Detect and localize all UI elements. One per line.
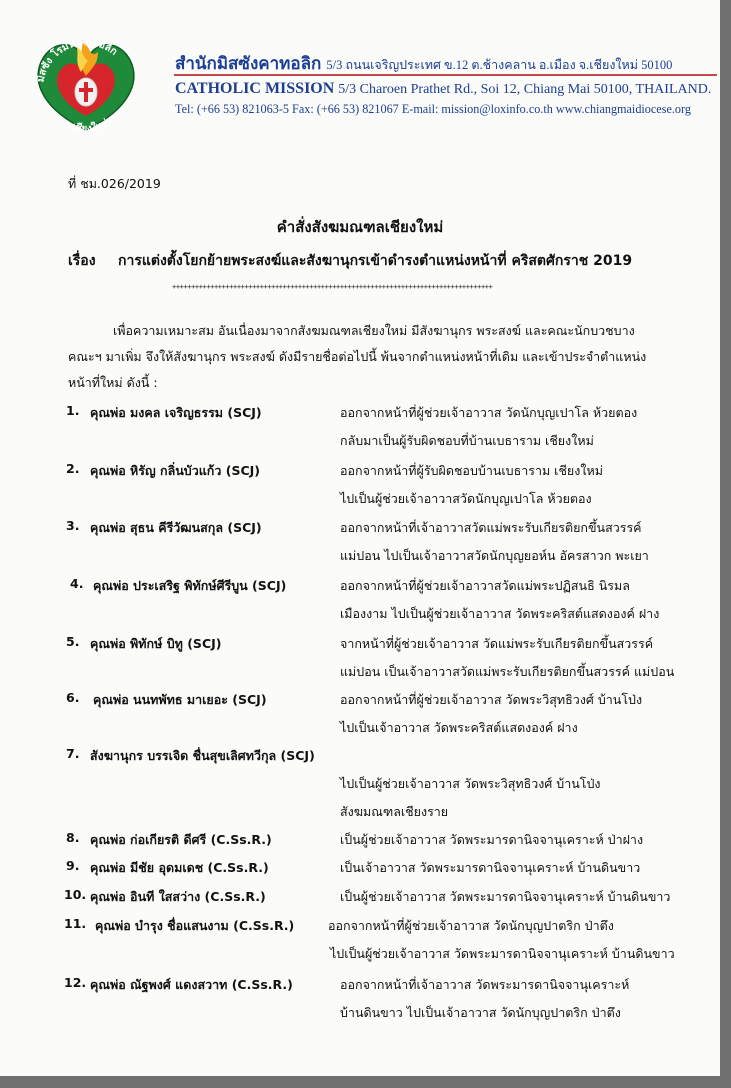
item-name: คุณพ่อ ประเสริฐ พิทักษ์ศีรีบูน (SCJ) <box>93 578 287 593</box>
letterhead-english-line <box>175 80 711 98</box>
intro-line: เพื่อความเหมาะสม อันเนื่องมาจากสังฆมณฑลเชียงใหม่ มีสังฆานุกร พระสงฆ์ และคณะนักบวชบาง <box>113 323 635 338</box>
letterhead-thai-address: 5/3 ถนนเจริญประเทศ ข.12 ต.ช้างคลาน อ.เมือง จ.เชียงใหม่ 50100 <box>326 58 673 72</box>
item-name: คุณพ่อ ก่อเกียรติ ดีศรี (C.Ss.R.) <box>90 832 272 847</box>
intro-line: คณะฯ มาเพิ่ม จึงให้สังฆานุกร พระสงฆ์ ดังมีรายชื่อต่อไปนี้ พ้นจากตำแหน่งหน้าที่เดิม และเข้าประจำตำแหน่ง <box>68 349 647 364</box>
item-number: 8. <box>66 830 80 845</box>
item-name: คุณพ่อ อินที ใสสว่าง (C.Ss.R.) <box>90 889 266 904</box>
separator-line: ++++++++++++++++++++++++++++++++++++++++++++++++++++++++++++++++++++++++++++++++++++ <box>172 283 493 291</box>
item-name: คุณพ่อ นนทพัทธ มาเยอะ (SCJ) <box>93 692 267 707</box>
item-detail-line: แม่ปอน ไปเป็นเจ้าอาวาสวัดนักบุญยอห์น อัครสาวก พะเยา <box>340 548 649 563</box>
item-detail-line: ออกจากหน้าที่ผู้ช่วยเจ้าอาวาส วัดนักบุญเปาโล ห้วยตอง <box>340 405 638 420</box>
item-number: 2. <box>66 461 80 476</box>
logo-text-top: มิสซัง โรมัน คาทอลิก <box>35 36 120 84</box>
item-detail-line: ไปเป็นเจ้าอาวาส วัดพระคริสต์แสดงองค์ ฝาง <box>340 720 578 735</box>
item-detail-line: สังฆมณฑลเชียงราย <box>340 804 449 819</box>
logo-text-bottom: เชียงใหม่ <box>70 117 111 135</box>
item-detail-line: ไปเป็นผู้ช่วยเจ้าอาวาส วัดพระวิสุทธิวงศ์ บ้านโป่ง <box>340 776 601 791</box>
item-name: คุณพ่อ หิรัญ กลิ่นบัวแก้ว (SCJ) <box>90 463 260 478</box>
item-detail-line: ออกจากหน้าที่เจ้าอาวาส วัดพระมารดานิจจานุเคราะห์ <box>340 977 630 992</box>
item-detail-line: จากหน้าที่ผู้ช่วยเจ้าอาวาส วัดแม่พระรับเกียรติยกขึ้นสวรรค์ <box>340 636 654 651</box>
item-name: คุณพ่อ มงคล เจริญธรรม (SCJ) <box>90 405 262 420</box>
letterhead-english-address: 5/3 Charoen Prathet Rd., Soi 12, Chiang Mai 50100, THAILAND. <box>338 82 712 97</box>
item-detail-line: ออกจากหน้าที่ผู้ช่วยเจ้าอาวาส วัดนักบุญปาตริก ป่าตึง <box>328 918 614 933</box>
item-number: 10. <box>64 887 87 902</box>
item-name: สังฆานุกร บรรเจิด ชื่นสุขเลิศทวีกุล (SCJ) <box>90 748 315 763</box>
item-detail-line: กลับมาเป็นผู้รับผิดชอบที่บ้านเบธาราม เชียงใหม่ <box>340 433 594 448</box>
item-detail-line: เป็นผู้ช่วยเจ้าอาวาส วัดพระมารดานิจจานุเคราะห์ บ้านดินขาว <box>340 889 671 904</box>
item-detail-line: ออกจากหน้าที่ผู้รับผิดชอบบ้านเบธาราม เชียงใหม่ <box>340 463 603 478</box>
item-name: คุณพ่อ ณัฐพงศ์ แดงสวาท (C.Ss.R.) <box>90 977 293 992</box>
item-detail-line: ไปเป็นผู้ช่วยเจ้าอาวาสวัดนักบุญเปาโล ห้วยตอง <box>340 491 592 506</box>
item-number: 11. <box>64 916 87 931</box>
subject-text: การแต่งตั้งโยกย้ายพระสงฆ์และสังฆานุกรเข้าดำรงตำแหน่งหน้าที่ คริสตศักราช 2019 <box>118 253 633 269</box>
letterhead-thai-name: สำนักมิสซังคาทอลิก <box>175 54 322 74</box>
item-detail-line: ไปเป็นผู้ช่วยเจ้าอาวาส วัดพระมารดานิจจานุเคราะห์ บ้านดินขาว <box>330 946 675 961</box>
subject-label: เรื่อง <box>68 253 96 269</box>
item-number: 12. <box>64 975 87 990</box>
item-number: 5. <box>66 634 80 649</box>
item-name: คุณพ่อ พิทักษ์ บิทู (SCJ) <box>90 636 222 651</box>
item-detail-line: บ้านดินขาว ไปเป็นเจ้าอาวาส วัดนักบุญปาตริก ป่าตึง <box>340 1005 621 1020</box>
document-subject-line <box>68 250 632 272</box>
item-name: คุณพ่อ สุธน คีรีวัฒนสกุล (SCJ) <box>90 520 262 535</box>
document-title: คำสั่งสังฆมณฑลเชียงใหม่ <box>276 218 444 236</box>
item-number: 3. <box>66 518 80 533</box>
item-detail-line: ออกจากหน้าที่ผู้ช่วยเจ้าอาวาสวัดแม่พระปฏิสนธิ นิรมล <box>340 578 630 593</box>
item-number: 4. <box>70 576 84 591</box>
item-detail-line: เป็นเจ้าอาวาส วัดพระมารดานิจจานุเคราะห์ บ้านดินขาว <box>340 860 641 875</box>
item-number: 6. <box>66 690 80 705</box>
item-name: คุณพ่อ มีชัย อุดมเดช (C.Ss.R.) <box>90 860 269 875</box>
item-detail-line: แม่ปอน เป็นเจ้าอาวาสวัดแม่พระรับเกียรติยกขึ้นสวรรค์ แม่ปอน <box>340 664 675 679</box>
letterhead-thai-line <box>175 50 672 77</box>
item-detail-line: เป็นผู้ช่วยเจ้าอาวาส วัดพระมารดานิจจานุเคราะห์ ป่าฝาง <box>340 832 644 847</box>
item-number: 1. <box>66 403 80 418</box>
item-number: 7. <box>66 746 80 761</box>
item-number: 9. <box>66 858 80 873</box>
intro-line: หน้าที่ใหม่ ดังนี้ : <box>68 375 158 390</box>
document-reference: ที่ ชม.026/2019 <box>68 176 161 191</box>
item-detail-line: เมืองงาม ไปเป็นผู้ช่วยเจ้าอาวาส วัดพระคริสต์แสดงองค์ ฝาง <box>340 606 660 621</box>
item-name: คุณพ่อ บำรุง ชื่อแสนงาม (C.Ss.R.) <box>95 918 295 933</box>
diocese-logo <box>26 30 146 140</box>
letterhead-rule <box>174 74 717 76</box>
letterhead-english-name: CATHOLIC MISSION <box>175 80 335 97</box>
item-detail-line: ออกจากหน้าที่ผู้ช่วยเจ้าอาวาส วัดพระวิสุทธิวงศ์ บ้านโป่ง <box>340 692 643 707</box>
intro-paragraph <box>68 318 708 396</box>
item-detail-line: ออกจากหน้าที่เจ้าอาวาสวัดแม่พระรับเกียรติยกขึ้นสวรรค์ <box>340 520 642 535</box>
letterhead-contact: Tel: (+66 53) 821063-5 Fax: (+66 53) 821067 E-mail: mission@loxinfo.co.th www.chiangmaidiocese.org <box>175 102 691 116</box>
